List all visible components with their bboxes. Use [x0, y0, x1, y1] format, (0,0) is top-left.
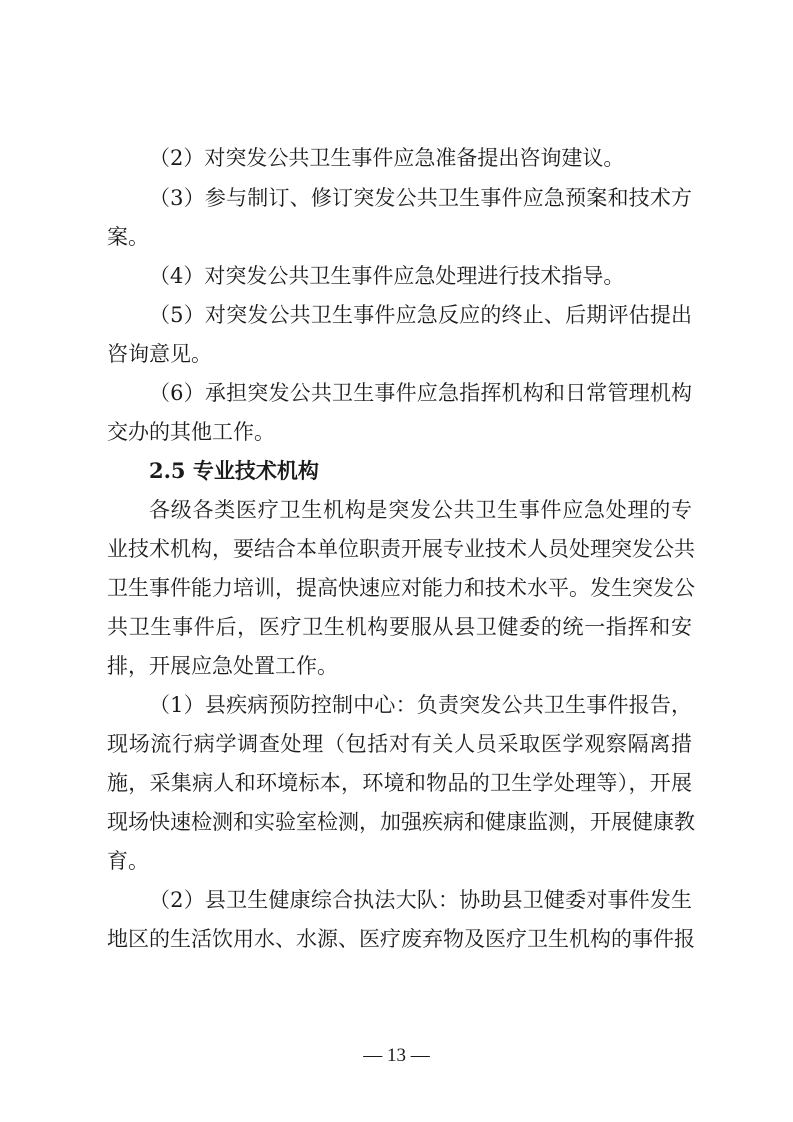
cdc-paragraph-line-3: 施，采集病人和环境标本，环境和物品的卫生学处理等），开展 [107, 771, 692, 795]
body-paragraph-line-3: 卫生事件能力培训，提高快速应对能力和技术水平。发生突发公 [107, 576, 695, 600]
paragraph-2-line-1: （2）对突发公共卫生事件应急准备提出咨询建议。 [149, 146, 625, 170]
cdc-paragraph-line-5: 育。 [107, 849, 149, 873]
enforcement-paragraph-line-2: 地区的生活饮用水、水源、医疗废弃物及医疗卫生机构的事件报 [107, 927, 695, 951]
paragraph-6-line-2: 交办的其他工作。 [107, 420, 275, 444]
body-paragraph-line-2: 业技术机构，要结合本单位职责开展专业技术人员处理突发公共 [107, 537, 695, 561]
section-heading: 2.5 专业技术机构 [149, 458, 319, 483]
body-paragraph-line-4: 共卫生事件后，医疗卫生机构要服从县卫健委的统一指挥和安 [107, 615, 692, 639]
cdc-paragraph-line-1: （1）县疾病预防控制中心：负责突发公共卫生事件报告， [149, 693, 692, 717]
paragraph-3-line-2: 案。 [107, 225, 149, 249]
page-number: — 13 — [363, 1045, 430, 1066]
body-paragraph-line-1: 各级各类医疗卫生机构是突发公共卫生事件应急处理的专 [149, 498, 692, 522]
paragraph-6-line-1: （6）承担突发公共卫生事件应急指挥机构和日常管理机构 [149, 381, 692, 405]
paragraph-3-line-1: （3）参与制订、修订突发公共卫生事件应急预案和技术方 [149, 186, 692, 210]
body-paragraph-line-5: 排，开展应急处置工作。 [107, 654, 338, 678]
cdc-paragraph-line-2: 现场流行病学调查处理（包括对有关人员采取医学观察隔离措 [107, 732, 692, 756]
cdc-paragraph-line-4: 现场快速检测和实验室检测，加强疾病和健康监测，开展健康教 [107, 810, 695, 834]
paragraph-5-line-2: 咨询意见。 [107, 342, 212, 366]
paragraph-5-line-1: （5）对突发公共卫生事件应急反应的终止、后期评估提出 [149, 303, 692, 327]
enforcement-paragraph-line-1: （2）县卫生健康综合执法大队：协助县卫健委对事件发生 [149, 888, 692, 912]
paragraph-4-line-1: （4）对突发公共卫生事件应急处理进行技术指导。 [149, 264, 625, 288]
